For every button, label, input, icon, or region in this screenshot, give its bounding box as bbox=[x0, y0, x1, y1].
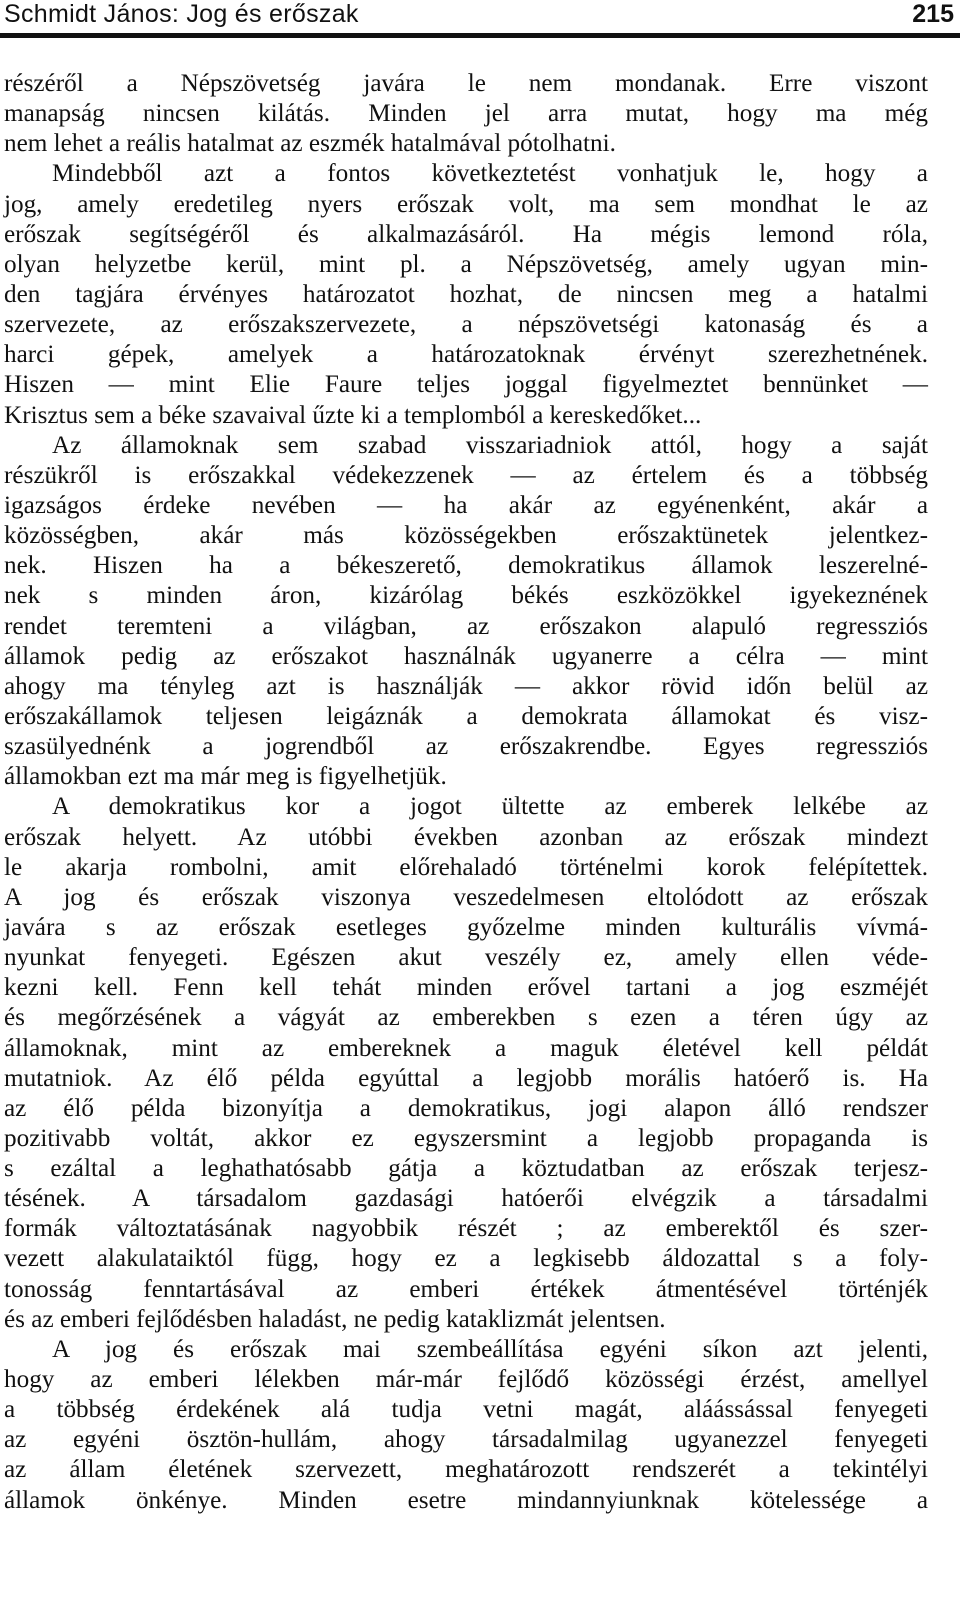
text-line: Hiszen — mint Elie Faure teljes joggal figyelmeztet bennünket — bbox=[4, 371, 928, 399]
text-line: tésének. A társadalom gazdasági hatóerői elvégzik a társadalmi bbox=[4, 1185, 928, 1213]
text-line: nem lehet a reális hatalmat az eszmék hatalmával pótolhatni. bbox=[4, 130, 616, 158]
text-line: igazságos érdeke nevében — ha akár az egyénenként, akár a bbox=[4, 491, 928, 519]
text-line: erőszakállamok teljesen leigáznák a demokrata államokat és visz- bbox=[4, 702, 928, 730]
body-text bbox=[4, 69, 928, 1516]
header-rule bbox=[0, 33, 960, 38]
text-line: A demokratikus kor a jogot ültette az emberek lelkébe az bbox=[52, 793, 928, 821]
text-line: nyunkat fenyegeti. Egészen akut veszély ez, amely ellen véde- bbox=[4, 944, 928, 972]
text-line: A jog és erőszak viszonya veszedelmesen eltolódott az erőszak bbox=[4, 883, 928, 911]
text-line: rendet teremteni a világban, az erőszakon alapuló regressziós bbox=[4, 612, 928, 640]
text-line: kezni kell. Fenn kell tehát minden erővel tartani a jog eszméjét bbox=[4, 974, 928, 1002]
text-line: Krisztus sem a béke szavaival űzte ki a templomból a kereskedőket... bbox=[4, 401, 702, 429]
text-line: jog, amely eredetileg nyers erőszak volt, ma sem mondhat le az bbox=[4, 190, 928, 218]
page-number: 215 bbox=[912, 0, 954, 28]
text-line: formák változtatásának nagyobbik részét ; az emberektől és szer- bbox=[4, 1215, 928, 1243]
text-line: vezett alakulataiktól függ, hogy ez a legkisebb áldozattal s a foly- bbox=[4, 1245, 928, 1273]
text-line: államoknak, mint az embereknek a maguk életével kell példát bbox=[4, 1034, 928, 1062]
text-line: le akarja rombolni, amit előrehaladó történelmi korok felépítettek. bbox=[4, 853, 928, 881]
text-line: nek s minden áron, kizárólag békés eszközökkel igyekeznének bbox=[4, 582, 928, 610]
text-line: nek. Hiszen ha a békeszerető, demokratikus államok leszerelné- bbox=[4, 552, 928, 580]
text-line: közösségben, akár más közösségekben erőszaktünetek jelentkez- bbox=[4, 522, 928, 550]
text-line: szervezete, az erőszakszervezete, a népszövetségi katonaság és a bbox=[4, 311, 928, 339]
text-line: erőszak segítségéről és alkalmazásáról. Ha mégis lemond róla, bbox=[4, 220, 928, 248]
text-line: Az államoknak sem szabad visszariadniok attól, hogy a saját bbox=[52, 431, 928, 459]
text-line: ahogy ma tényleg azt is használják — akkor rövid időn belül az bbox=[4, 672, 928, 700]
text-line: tonosság fenntartásával az emberi értékek átmentésével történjék bbox=[4, 1275, 928, 1303]
text-line: manapság nincsen kilátás. Minden jel arra mutat, hogy ma még bbox=[4, 100, 928, 128]
text-line: pozitivabb voltát, akkor ez egyszersmint a legjobb propaganda is bbox=[4, 1124, 928, 1152]
text-line: s ezáltal a leghathatósabb gátja a köztudatban az erőszak terjesz- bbox=[4, 1155, 928, 1183]
text-line: javára s az erőszak esetleges győzelme minden kulturális vívmá- bbox=[4, 913, 928, 941]
running-header bbox=[4, 0, 954, 28]
text-line: részükről is erőszakkal védekezzenek — az értelem és a többség bbox=[4, 461, 928, 489]
text-line: mutatniok. Az élő példa egyúttal a legjobb morális hatóerő is. Ha bbox=[4, 1064, 928, 1092]
text-line: az állam életének szervezett, meghatározott rendszerét a tekintélyi bbox=[4, 1456, 928, 1484]
text-line: államokban ezt ma már meg is figyelhetjük. bbox=[4, 763, 447, 791]
text-line: olyan helyzetbe kerül, mint pl. a Népszövetség, amely ugyan min- bbox=[4, 250, 928, 278]
text-line: Mindebből azt a fontos következtetést vonhatjuk le, hogy a bbox=[52, 160, 928, 188]
text-line: és az emberi fejlődésben haladást, ne pedig kataklizmát jelentsen. bbox=[4, 1305, 666, 1333]
text-line: és megőrzésének a vágyát az emberekben s ezen a téren úgy az bbox=[4, 1004, 928, 1032]
text-line: A jog és erőszak mai szembeállítása egyéni síkon azt jelenti, bbox=[52, 1335, 928, 1363]
text-line: államok önkénye. Minden esetre mindannyiunknak kötelessége a bbox=[4, 1486, 928, 1514]
text-line: hogy az emberi lélekben már-már fejlődő közösségi érzést, amellyel bbox=[4, 1366, 928, 1394]
text-line: részéről a Népszövetség javára le nem mondanak. Erre viszont bbox=[4, 70, 928, 97]
text-line: az élő példa bizonyítja a demokratikus, jogi alapon álló rendszer bbox=[4, 1094, 928, 1122]
text-line: erőszak helyett. Az utóbbi években azonban az erőszak mindezt bbox=[4, 823, 928, 851]
text-line: államok pedig az erőszakot használnák ugyanerre a célra — mint bbox=[4, 642, 928, 670]
text-line: den tagjára érvényes határozatot hozhat, de nincsen meg a hatalmi bbox=[4, 280, 928, 308]
text-line: a többség érdekének alá tudja vetni magát, aláássással fenyegeti bbox=[4, 1396, 928, 1424]
text-line: az egyéni ösztön-hullám, ahogy társadalmilag ugyanezzel fenyegeti bbox=[4, 1426, 928, 1454]
text-line: szasülyednénk a jogrendből az erőszakrendbe. Egyes regressziós bbox=[4, 733, 928, 761]
text-line: harci gépek, amelyek a határozatoknak érvényt szerezhetnének. bbox=[4, 341, 928, 369]
running-title: Schmidt János: Jog és erőszak bbox=[4, 0, 359, 28]
